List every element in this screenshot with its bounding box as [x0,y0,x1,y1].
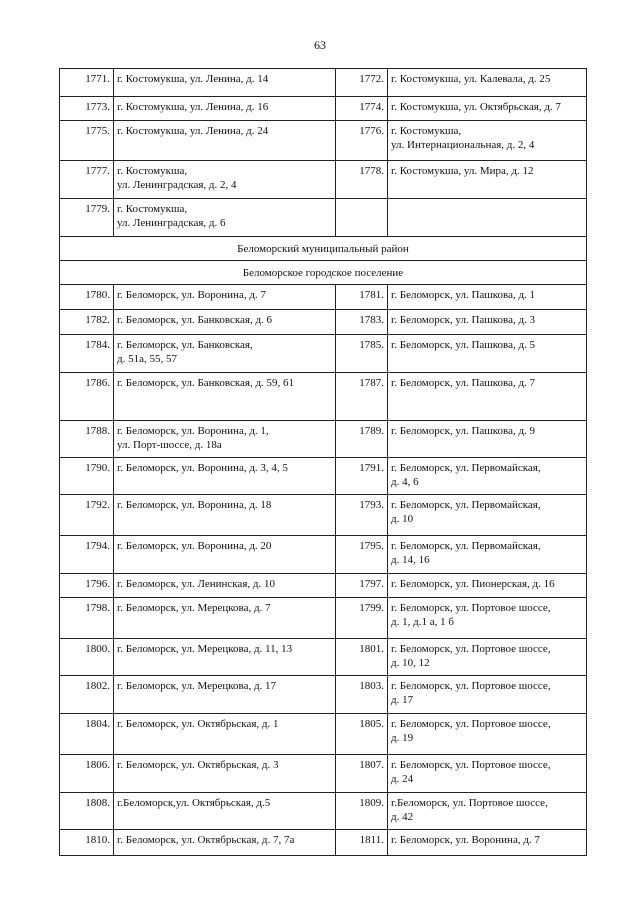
registry-body [60,69,587,856]
address-line: д. 42 [391,811,414,823]
table-row [60,574,587,598]
address-line: г. Беломорск, ул. Портовое шоссе, [391,602,551,614]
entry-number: 1797. [336,574,388,598]
table-row [60,830,587,856]
table-row [60,536,587,574]
section-title: Беломорское городское поселение [60,261,587,285]
address-line: г. Беломорск, ул. Октябрьская, д. 3 [117,759,279,771]
address-line: г. Беломорск, ул. Портовое шоссе, [391,759,551,771]
entry-address [388,830,587,856]
table-row [60,676,587,714]
entry-number: 1773. [60,97,114,121]
address-line: г. Беломорск, ул. Пашкова, д. 7 [391,377,536,389]
address-line: г. Беломорск, ул. Банковская, д. 59, 61 [117,377,295,389]
address-line: ул. Ленинградская, д. 2, 4 [117,179,237,191]
address-line: г. Беломорск, ул. Пашкова, д. 3 [391,314,536,326]
entry-number: 1791. [336,458,388,495]
entry-address [114,598,336,639]
address-line: г.Беломорск,ул. Октябрьская, д.5 [117,797,271,809]
entry-address [388,755,587,793]
address-line: г. Беломорск, ул. Октябрьская, д. 1 [117,718,279,730]
address-line: г. Костомукша, [117,203,188,215]
entry-number: 1783. [336,310,388,335]
entry-address [388,793,587,830]
entry-address [114,373,336,421]
table-row [60,714,587,755]
entry-address [114,97,336,121]
entry-number: 1782. [60,310,114,335]
table-row [60,285,587,310]
table-row [60,639,587,676]
address-line: г. Беломорск, ул. Воронина, д. 18 [117,499,272,511]
entry-number: 1780. [60,285,114,310]
address-line: д. 17 [391,694,414,706]
address-line: г. Беломорск, ул. Воронина, д. 3, 4, 5 [117,462,288,474]
entry-number: 1784. [60,335,114,373]
entry-number: 1796. [60,574,114,598]
entry-number: 1801. [336,639,388,676]
address-line: ул. Порт-шоссе, д. 18а [117,439,222,451]
entry-address [388,421,587,458]
address-line: г. Костомукша, ул. Ленина, д. 16 [117,101,269,113]
entry-address [388,574,587,598]
address-line: г. Костомукша, ул. Октябрьская, д. 7 [391,101,561,113]
entry-number: 1790. [60,458,114,495]
address-line: г. Костомукша, ул. Калевала, д. 25 [391,73,551,85]
address-line: г. Беломорск, ул. Воронина, д. 7 [117,289,266,301]
entry-address [114,536,336,574]
table-row [60,97,587,121]
address-line: д. 51а, 55, 57 [117,353,177,365]
address-line: г. Беломорск, ул. Ленинская, д. 10 [117,578,275,590]
entry-number: 1777. [60,161,114,199]
address-line: д. 10, 12 [391,657,430,669]
address-line: г. Беломорск, ул. Мерецкова, д. 7 [117,602,271,614]
entry-address [114,793,336,830]
table-row [60,373,587,421]
entry-address [388,97,587,121]
table-row [60,421,587,458]
address-line: ул. Ленинградская, д. 6 [117,217,226,229]
entry-address [388,495,587,536]
table-row [60,458,587,495]
entry-number: 1803. [336,676,388,714]
entry-number: 1798. [60,598,114,639]
entry-number: 1776. [336,121,388,161]
entry-address [114,199,336,237]
entry-address [388,373,587,421]
entry-number: 1799. [336,598,388,639]
entry-number: 1795. [336,536,388,574]
table-row [60,161,587,199]
address-line: г. Беломорск, ул. Пашкова, д. 9 [391,425,536,437]
entry-number: 1772. [336,69,388,97]
table-row [60,121,587,161]
table-row [60,310,587,335]
entry-address [114,310,336,335]
table-row [60,335,587,373]
entry-address [114,639,336,676]
entry-address [114,161,336,199]
address-line: г. Беломорск, ул. Первомайская, [391,540,541,552]
address-line: д. 1, д.1 а, 1 б [391,616,454,628]
address-registry-table [59,68,587,856]
table-row [60,793,587,830]
address-line: г. Беломорск, ул. Первомайская, [391,499,541,511]
entry-address [388,335,587,373]
table-row [60,598,587,639]
entry-address [114,755,336,793]
address-line: д. 24 [391,773,414,785]
entry-number: 1808. [60,793,114,830]
entry-number: 1807. [336,755,388,793]
section-header-row [60,261,587,285]
section-header-row [60,237,587,261]
section-title: Беломорский муниципальный район [60,237,587,261]
address-line: г. Беломорск, ул. Первомайская, [391,462,541,474]
address-line: г. Беломорск, ул. Мерецкова, д. 11, 13 [117,643,293,655]
entry-address [114,714,336,755]
entry-number: 1786. [60,373,114,421]
address-line: г. Беломорск, ул. Банковская, д. 6 [117,314,273,326]
entry-address [388,676,587,714]
entry-number: 1800. [60,639,114,676]
entry-number: 1792. [60,495,114,536]
entry-address [388,536,587,574]
entry-address [388,639,587,676]
address-line: г. Беломорск, ул. Воронина, д. 1, [117,425,269,437]
address-line: г. Беломорск, ул. Банковская, [117,339,253,351]
entry-number: 1778. [336,161,388,199]
entry-number: 1781. [336,285,388,310]
address-line: д. 14, 16 [391,554,430,566]
entry-address [114,69,336,97]
entry-address [114,335,336,373]
address-line: г. Беломорск, ул. Октябрьская, д. 7, 7а [117,834,295,846]
address-line: г. Беломорск, ул. Портовое шоссе, [391,643,551,655]
entry-address [114,830,336,856]
entry-number: 1806. [60,755,114,793]
entry-address [388,161,587,199]
table-row [60,69,587,97]
address-line: д. 4, 6 [391,476,419,488]
entry-number: 1779. [60,199,114,237]
address-line: д. 10 [391,513,414,525]
entry-number: 1805. [336,714,388,755]
entry-address [114,676,336,714]
entry-number: 1809. [336,793,388,830]
address-line: г. Костомукша, [391,125,462,137]
address-line: г. Костомукша, ул. Ленина, д. 24 [117,125,269,137]
address-line: г. Костомукша, [117,165,188,177]
entry-number: 1771. [60,69,114,97]
address-line: г. Беломорск, ул. Пионерская, д. 16 [391,578,555,590]
page-number: 63 [314,38,326,52]
address-line: г.Беломорск, ул. Портовое шоссе, [391,797,548,809]
entry-address [114,495,336,536]
address-line: г. Беломорск, ул. Пашкова, д. 5 [391,339,536,351]
entry-number: 1789. [336,421,388,458]
entry-number: 1793. [336,495,388,536]
entry-number: 1785. [336,335,388,373]
address-line: г. Беломорск, ул. Мерецкова, д. 17 [117,680,277,692]
entry-number: 1794. [60,536,114,574]
address-line: г. Костомукша, ул. Мира, д. 12 [391,165,534,177]
entry-address [388,598,587,639]
entry-address [114,421,336,458]
entry-address [388,285,587,310]
entry-address [388,714,587,755]
address-line: г. Беломорск, ул. Портовое шоссе, [391,680,551,692]
entry-address [114,458,336,495]
entry-address [114,285,336,310]
entry-address [388,199,587,237]
address-line: г. Беломорск, ул. Пашкова, д. 1 [391,289,536,301]
entry-address [388,121,587,161]
entry-address [114,574,336,598]
table-row [60,755,587,793]
table-row [60,495,587,536]
entry-number: 1775. [60,121,114,161]
address-line: ул. Интернациональная, д. 2, 4 [391,139,535,151]
table-row [60,199,587,237]
entry-number: 1810. [60,830,114,856]
entry-number: 1811. [336,830,388,856]
entry-address [388,69,587,97]
entry-number: 1802. [60,676,114,714]
entry-address [114,121,336,161]
entry-number: 1804. [60,714,114,755]
address-line: д. 19 [391,732,414,744]
entry-number: 1774. [336,97,388,121]
address-line: г. Беломорск, ул. Портовое шоссе, [391,718,551,730]
address-line: г. Беломорск, ул. Воронина, д. 20 [117,540,272,552]
entry-number: 1788. [60,421,114,458]
entry-number [336,199,388,237]
address-line: г. Беломорск, ул. Воронина, д. 7 [391,834,540,846]
entry-address [388,310,587,335]
entry-address [388,458,587,495]
entry-number: 1787. [336,373,388,421]
address-line: г. Костомукша, ул. Ленина, д. 14 [117,73,269,85]
